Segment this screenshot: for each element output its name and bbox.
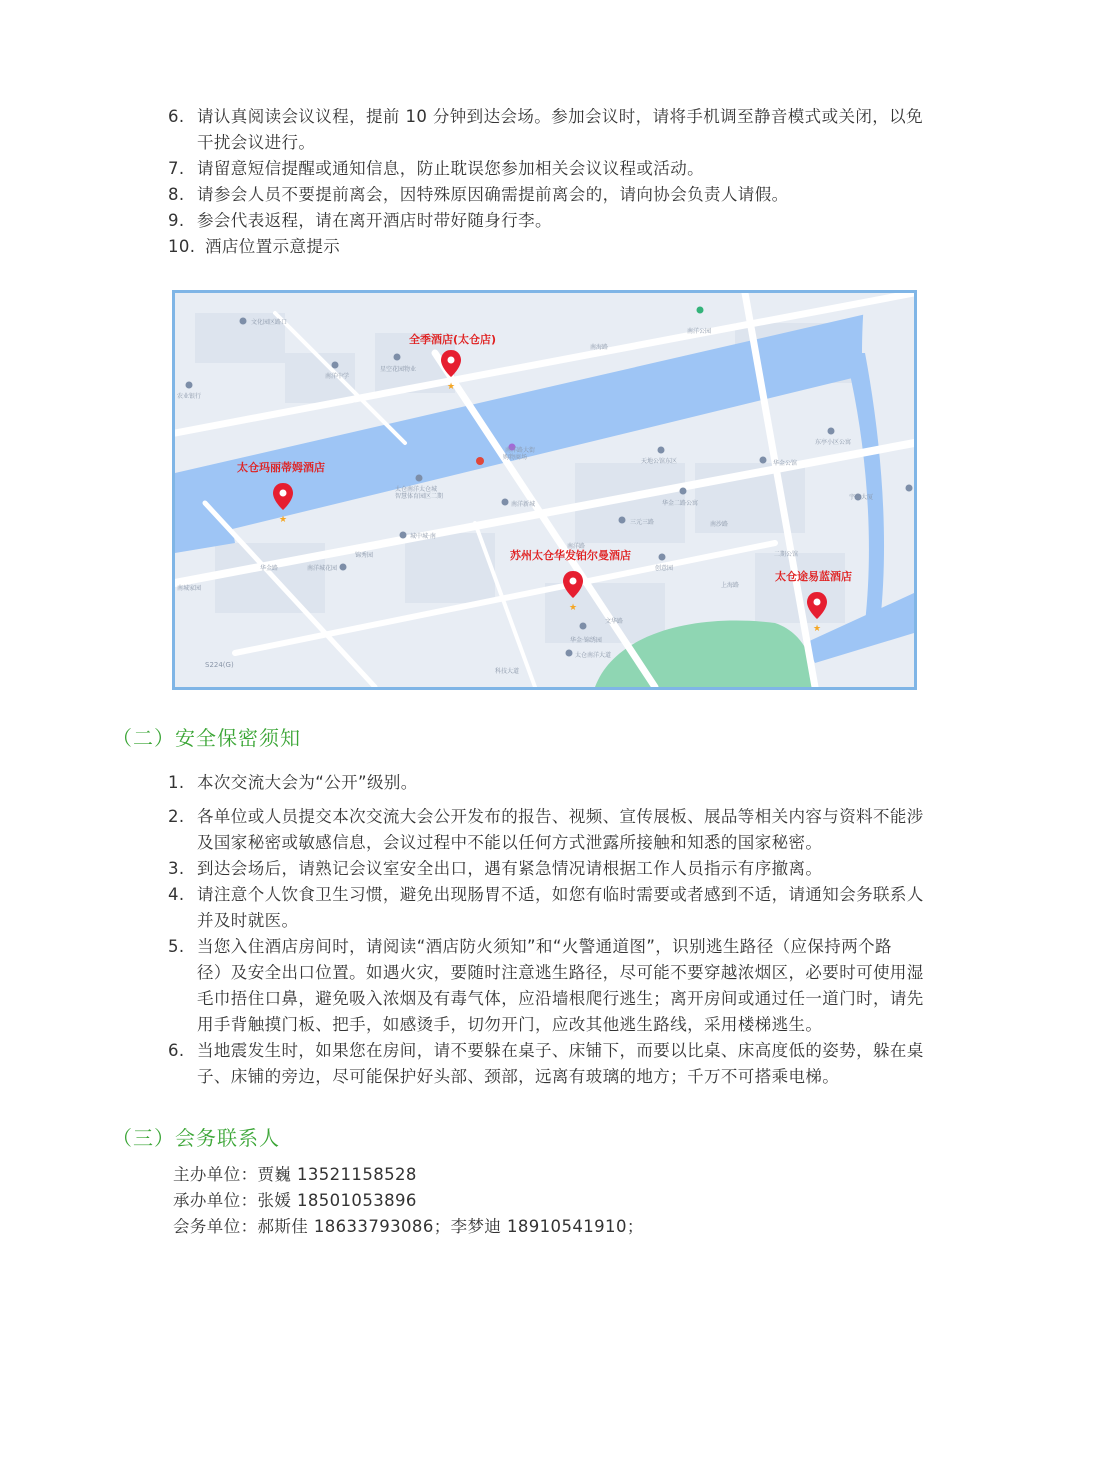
svg-text:南洋中学: 南洋中学 [325,373,350,380]
svg-text:城中城·南: 城中城·南 [410,533,436,540]
hotel-location-map [172,290,917,690]
hotel-label: 太仓途易蓝酒店 [775,570,852,583]
svg-text:二期公馆: 二期公馆 [774,551,799,558]
contact-affairs: 会务单位：郝斯佳 18633793086；李梦迪 18910541910； [173,1217,644,1236]
svg-text:宇宙大厦: 宇宙大厦 [849,494,874,501]
svg-text:三元三路: 三元三路 [630,519,655,526]
svg-text:南沙路: 南沙路 [710,521,729,528]
svg-text:上海路: 上海路 [721,582,740,589]
svg-text:科技大道: 科技大道 [495,668,520,675]
svg-text:南洋新城: 南洋新城 [511,501,536,508]
svg-text:★: ★ [279,515,288,525]
contact-organizer: 主办单位：贾巍 13521158528 [173,1165,417,1184]
svg-text:星空花园物业: 星空花园物业 [380,366,417,373]
svg-text:智慧体育园区二期: 智慧体育园区二期 [395,493,444,500]
svg-text:太仓南洋大道: 太仓南洋大道 [575,652,612,659]
list-item: 1. 本次交流大会为“公开”级别。 [168,773,418,792]
svg-text:★: ★ [813,624,822,634]
svg-text:文化园区路口: 文化园区路口 [251,319,288,326]
svg-text:★: ★ [569,603,578,613]
svg-text:南洋路: 南洋路 [567,543,586,550]
list-item: 2. 各单位或人员提交本次交流大会公开发布的报告、视频、宣传展板、展品等相关内容与资料不能涉 及国家秘密或敏感信息，会议过程中不能以任何方式泄露所接触和知悉的国家秘密。 [168,807,924,852]
list-item: 6. 请认真阅读会议议程，提前 10 分钟到达会场。参加会议时，请将手机调至静音模式或关闭，以免 干扰会议进行。 [168,107,923,152]
svg-text:东亭小区公寓: 东亭小区公寓 [815,439,852,446]
svg-text:文华路: 文华路 [605,618,624,625]
svg-text:华金路: 华金路 [260,565,279,572]
svg-text:购物商场: 购物商场 [503,454,528,461]
svg-text:天地公馆东区: 天地公馆东区 [641,458,678,465]
svg-text:华金公馆: 华金公馆 [773,460,798,467]
svg-text:南海路: 南海路 [590,344,609,351]
list-item: 9. 参会代表返程，请在离开酒店时带好随身行李。 [168,211,552,230]
svg-text:创意园: 创意园 [655,565,674,572]
svg-text:★: ★ [447,382,456,392]
svg-text:华金二路公寓: 华金二路公寓 [662,500,699,507]
section-heading-contacts: （三）会务联系人 [112,1126,280,1150]
list-item: 5. 当您入住酒店房间时，请阅读“酒店防火须知”和“火警通道图”，识别逃生路径（应保持两个路 径）及安全出口位置。如遇火灾，要随时注意逃生路径，尽可能不要穿越浓烟区，必要时可使用湿 毛巾捂住口鼻，避免吸入浓烟及有毒气体，应沿墙根爬行逃生；离开房间或通过任一道门时，请先 用手背触摸门板、把手，如感烫手，切勿开门，应改其他逃生路线，采用楼梯逃生。 [168,937,924,1034]
svg-text:太仓南洋太仓城: 太仓南洋太仓城 [395,486,438,493]
contact-co-organizer: 承办单位：张媛 18501053896 [173,1191,417,1210]
svg-text:农业银行: 农业银行 [177,393,202,400]
list-item: 10. 酒店位置示意提示 [168,237,341,256]
svg-text:南城家园: 南城家园 [177,585,202,592]
svg-text:南洋城花园: 南洋城花园 [307,565,338,572]
list-item: 3. 到达会场后，请熟记会议室安全出口，遇有紧急情况请根据工作人员指示有序撤离。 [168,859,823,878]
hotel-label: 全季酒店(太仓店) [409,333,497,346]
hotel-label: 苏州太仓华发铂尔曼酒店 [510,549,631,562]
svg-text:华金·锦绣园: 华金·锦绣园 [570,637,602,644]
svg-text:南洋路大街: 南洋路大街 [505,447,536,454]
list-item: 6. 当地震发生时，如果您在房间，请不要躲在桌子、床铺下，而要以比桌、床高度低的姿势，躲在桌 子、床铺的旁边，尽可能保护好头部、颈部，远离有玻璃的地方；千万不可搭乘电梯。 [168,1041,924,1086]
section-heading-security: （二）安全保密须知 [112,726,301,750]
list-item: 7. 请留意短信提醒或通知信息，防止耽误您参加相关会议议程或活动。 [168,159,704,178]
list-item: 8. 请参会人员不要提前离会，因特殊原因确需提前离会的，请向协会负责人请假。 [168,185,789,204]
list-item: 4. 请注意个人饮食卫生习惯，避免出现肠胃不适，如您有临时需要或者感到不适，请通知会务联系人 并及时就医。 [168,885,924,930]
svg-text:锦秀园: 锦秀园 [355,552,374,559]
hotel-label: 太仓玛丽蒂姆酒店 [237,461,325,474]
svg-text:南洋公园: 南洋公园 [687,328,712,335]
svg-text:S224(G): S224(G) [205,661,234,669]
